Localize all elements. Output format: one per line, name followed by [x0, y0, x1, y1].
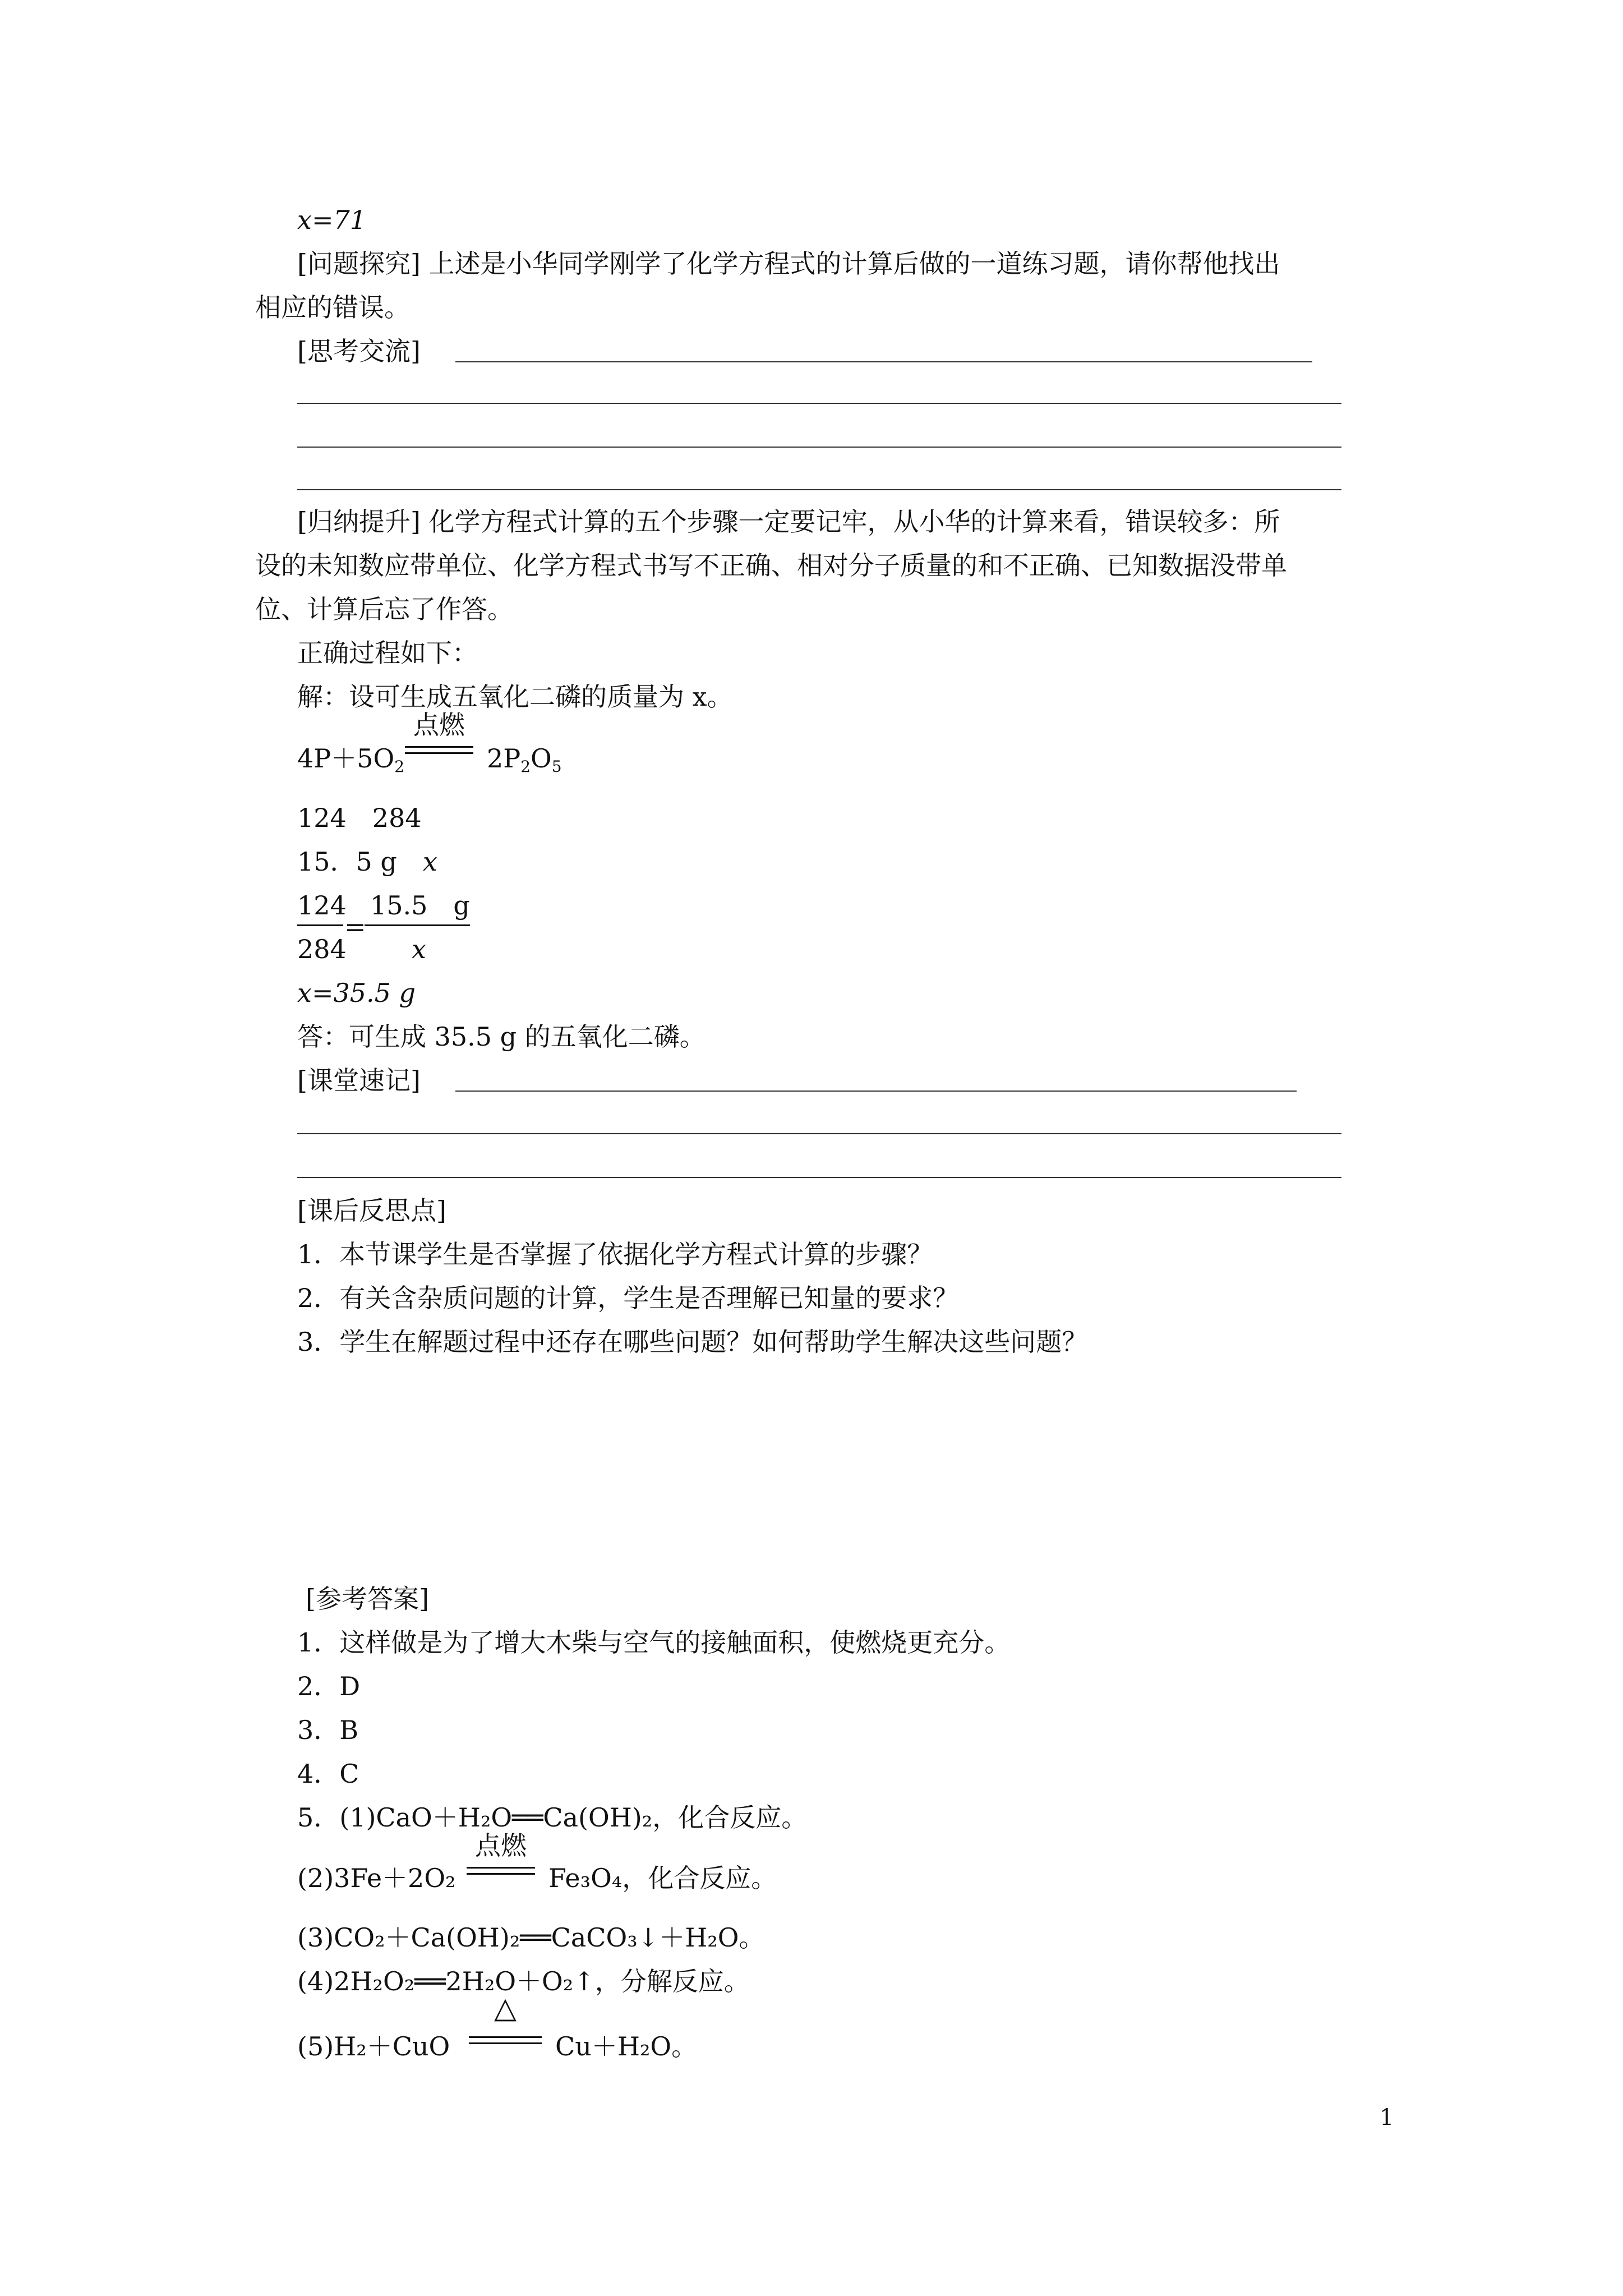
reflect-item: 2．有关含杂质问题的计算，学生是否理解已知量的要求？: [297, 1283, 959, 1313]
summary-label: [归纳提升]: [297, 507, 421, 537]
equation-condition: 点燃: [413, 710, 465, 740]
result-line: x=35.5 g: [297, 978, 416, 1008]
reflect-item: 1．本节课学生是否掌握了依据化学方程式计算的步骤？: [297, 1239, 933, 1269]
answer-line: 答：可生成 35.5 g 的五氧化二磷。: [297, 1022, 706, 1052]
answer-5-2-double-bar: [467, 1867, 535, 1875]
notes-blank-line: [297, 1133, 1341, 1134]
correct-process: 正确过程如下：: [297, 638, 478, 668]
problem-explore-text: 上述是小华同学刚学了化学方程式的计算后做的一道练习题，请你帮他找出: [428, 249, 1280, 279]
fraction-bar-right: [365, 924, 470, 926]
equation-left: $4P+5O_2$: [297, 743, 405, 776]
answer-blank-line: [297, 489, 1341, 490]
answer-5-2-condition: 点燃: [475, 1830, 527, 1861]
fraction-denominator-right: x: [412, 934, 426, 964]
fraction-numerator-left: 124: [297, 890, 347, 921]
answer-5-4: (4)2H₂O₂══2H₂O＋O₂↑，分解反应。: [297, 1966, 750, 1996]
think-label: [思考交流]: [297, 336, 421, 366]
fraction-bar-left: [297, 924, 343, 926]
answer-blank-line: [297, 403, 1341, 404]
answer-5-5-double-bar: [469, 2036, 542, 2044]
ref-item: 2．D: [297, 1671, 361, 1701]
summary-text-3: 位、计算后忘了作答。: [255, 594, 513, 624]
notes-label: [课堂速记]: [297, 1065, 421, 1096]
reflect-item: 3．学生在解题过程中还存在哪些问题？如何帮助学生解决这些问题？: [297, 1327, 1088, 1357]
result-x71: x=71: [297, 205, 367, 235]
fraction-denominator-left: 284: [297, 934, 347, 964]
ref-label: [参考答案]: [306, 1584, 429, 1614]
answer-5-3: (3)CO₂＋Ca(OH)₂══CaCO₃↓＋H₂O。: [297, 1922, 765, 1953]
ref-item: 4．C: [297, 1759, 359, 1789]
fraction-equals: =: [344, 912, 366, 942]
heat-triangle-icon: △: [494, 1991, 517, 2025]
ref-item: 3．B: [297, 1715, 359, 1745]
equation-double-bar: [405, 746, 473, 754]
ref-item: 1．这样做是为了增大木柴与空气的接触面积，使燃烧更充分。: [297, 1627, 1011, 1658]
answer-5-2-right: Fe₃O₄，化合反应。: [548, 1863, 777, 1893]
page-number: 1: [1380, 2105, 1394, 2131]
answer-5-5-left: (5)H₂＋CuO: [297, 2031, 450, 2062]
answer-blank-line: [297, 447, 1341, 448]
summary-text-1: 化学方程式计算的五个步骤一定要记牢，从小华的计算来看，错误较多：所: [428, 507, 1280, 537]
answer-5-5-right: Cu＋H₂O。: [555, 2031, 698, 2062]
fraction-numerator-right: 15.5 g: [370, 890, 470, 921]
ratio-line-2: 15．5 g x: [297, 846, 437, 877]
reflect-label: [课后反思点]: [297, 1195, 446, 1226]
notes-blank-line: [297, 1177, 1341, 1178]
answer-5-2-left: (2)3Fe＋2O₂: [297, 1863, 456, 1893]
notes-blank-line: [455, 1091, 1297, 1092]
equation-right: $2P_2O_5$: [487, 743, 562, 776]
summary-text-2: 设的未知数应带单位、化学方程式书写不正确、相对分子质量的和不正确、已知数据没带单: [255, 550, 1287, 581]
problem-explore-label: [问题探究]: [297, 249, 421, 279]
problem-explore-line: [297, 247, 1280, 280]
answer-5-1: 5．(1)CaO＋H₂O══Ca(OH)₂，化合反应。: [297, 1802, 808, 1833]
answer-blank-line: [455, 361, 1312, 362]
problem-explore-text-2: 相应的错误。: [255, 292, 410, 323]
summary-line-1: [297, 505, 1280, 539]
solve-line: 解：设可生成五氧化二磷的质量为 x。: [297, 682, 733, 712]
ratio-line-1: 124 284: [297, 803, 422, 833]
